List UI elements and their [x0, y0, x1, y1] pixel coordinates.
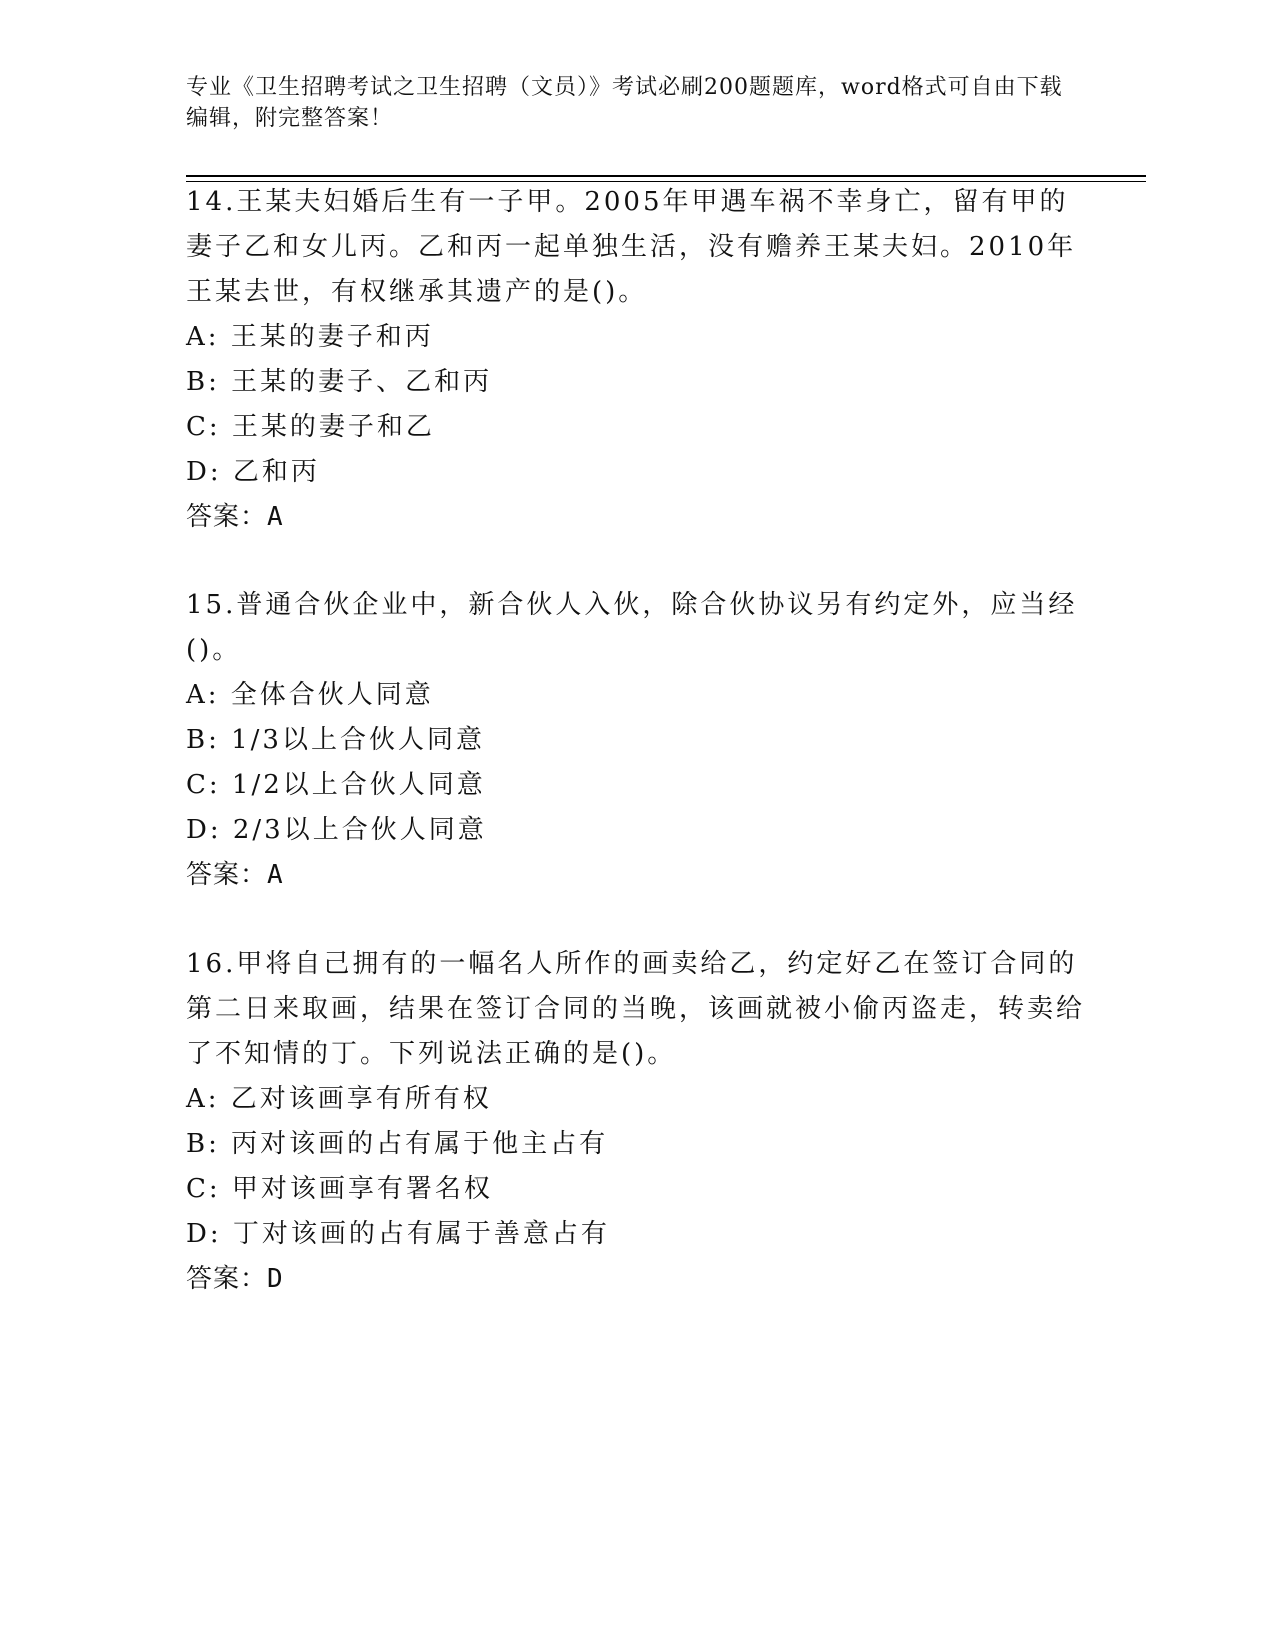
question-14 [186, 180, 1086, 540]
question-stem: 16.甲将自己拥有的一幅名人所作的画卖给乙，约定好乙在签订合同的第二日来取画，结果在签订合同的当晚，该画就被小偷丙盗走，转卖给了不知情的丁。下列说法正确的是()。 [186, 949, 1086, 1069]
answer-value: D [267, 1264, 284, 1294]
option-c: C: 王某的妻子和乙 [186, 412, 435, 442]
header-intro: 专业《卫生招聘考试之卫生招聘（文员）》考试必刷200题题库，word格式可自由下载编辑，附完整答案！ [186, 75, 1063, 131]
answer-line [186, 853, 1086, 898]
option-a: A: 王某的妻子和丙 [186, 322, 434, 352]
option-d: D: 丁对该画的占有属于善意占有 [186, 1219, 610, 1249]
option-b: B: 王某的妻子、乙和丙 [186, 367, 493, 397]
option-b: B: 丙对该画的占有属于他主占有 [186, 1129, 609, 1159]
answer-value: A [267, 860, 284, 890]
answer-label: 答案： [186, 1264, 268, 1294]
option-a: A: 乙对该画享有所有权 [186, 1084, 492, 1114]
option-c: C: 甲对该画享有署名权 [186, 1174, 493, 1204]
option-c: C: 1/2以上合伙人同意 [186, 770, 486, 800]
question-stem: 14.王某夫妇婚后生有一子甲。2005年甲遇车祸不幸身亡，留有甲的妻子乙和女儿丙。乙和丙一起单独生活，没有赡养王某夫妇。2010年王某去世，有权继承其遗产的是()。 [186, 187, 1077, 307]
answer-label: 答案： [186, 502, 268, 532]
question-15 [186, 583, 1086, 898]
option-a: A: 全体合伙人同意 [186, 680, 434, 710]
answer-value: A [267, 502, 284, 532]
question-16 [186, 942, 1086, 1302]
option-d: D: 乙和丙 [186, 457, 320, 487]
option-b: B: 1/3以上合伙人同意 [186, 725, 485, 755]
question-stem: 15.普通合伙企业中，新合伙人入伙，除合伙协议另有约定外，应当经()。 [186, 590, 1078, 665]
answer-line [186, 495, 1086, 540]
header-rule-thick [186, 175, 1146, 177]
answer-label: 答案： [186, 860, 268, 890]
answer-line [186, 1257, 1086, 1302]
option-d: D: 2/3以上合伙人同意 [186, 815, 487, 845]
